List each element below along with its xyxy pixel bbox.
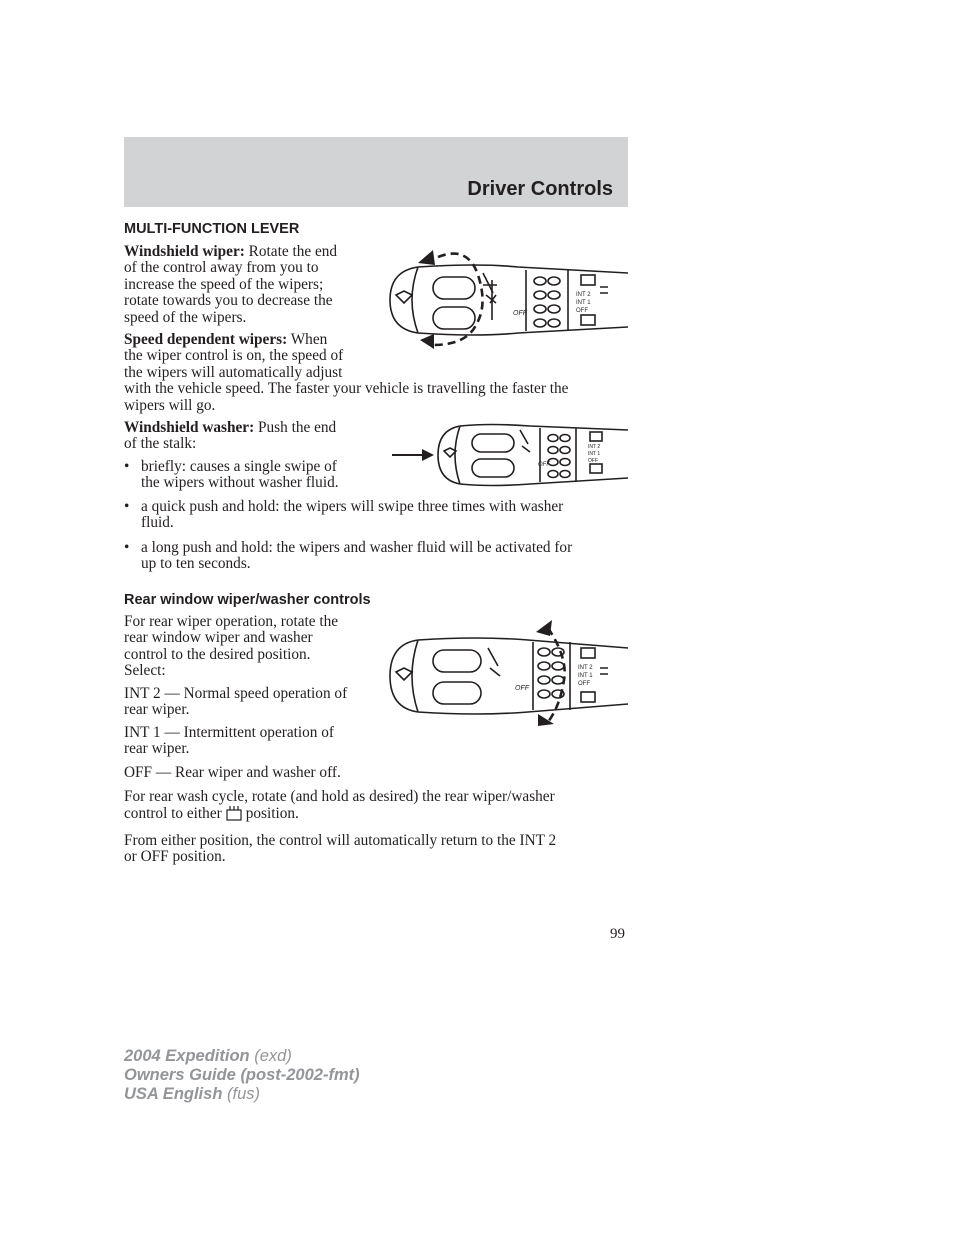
windshield-washer-label: Windshield washer:	[124, 419, 255, 436]
text-line: control to either	[124, 805, 222, 823]
footer-model-code: (exd)	[249, 1047, 292, 1065]
footer-guide: Owners Guide (post-2002-fmt)	[124, 1066, 360, 1084]
bullet-dot: •	[124, 539, 130, 556]
text-line: the wipers without washer fluid.	[141, 474, 339, 492]
text-line: rear wiper.	[124, 701, 190, 719]
text-line: INT 2 — Normal speed operation of	[124, 685, 348, 702]
text-line: Rotate the end	[244, 243, 338, 260]
text-line: When	[287, 331, 328, 348]
lever-end-cap	[455, 426, 460, 484]
int1-position-label: INT 1	[578, 673, 593, 679]
section-heading-multi-function-lever: MULTI-FUNCTION LEVER	[124, 221, 300, 237]
grip-ribs	[548, 435, 570, 478]
int1-description	[124, 725, 334, 758]
off-position-label: OFF	[515, 685, 529, 692]
text-line: position.	[245, 805, 299, 823]
footer-language-code: (fus)	[222, 1085, 260, 1103]
rear-washer-icon	[581, 692, 595, 702]
speed-dependent-label: Speed dependent wipers:	[124, 331, 288, 348]
int2-position-label: INT 2	[576, 292, 591, 298]
int2-description	[124, 686, 347, 719]
footer-language: USA English	[124, 1085, 223, 1103]
bullet-item	[124, 459, 384, 493]
washer-icon	[444, 448, 456, 457]
section-heading-rear-wiper: Rear window wiper/washer controls	[124, 592, 371, 608]
return-position-paragraph	[124, 833, 556, 866]
off-small-position-label: OFF	[578, 681, 590, 687]
lever-end-cap	[412, 267, 418, 333]
arrow-up-icon	[418, 250, 435, 265]
off-description	[124, 765, 341, 781]
text-line: or OFF position.	[124, 848, 226, 866]
washer-icon	[396, 668, 412, 680]
grip-ribs	[534, 277, 560, 327]
text-line: For rear wiper operation, rotate the	[124, 613, 339, 630]
rear-wiper-icon	[581, 275, 595, 285]
text-line: a quick push and hold: the wipers will swipe three times with washer	[141, 498, 564, 515]
off-position-label: OFF	[538, 462, 550, 468]
text-line: rotate towards you to decrease the	[124, 292, 333, 310]
footer-model: 2004 Expedition	[124, 1047, 250, 1065]
headlamp-icon	[600, 668, 608, 674]
page-title: Driver Controls	[467, 178, 613, 200]
lever-grip-bottom	[433, 307, 475, 329]
bullet-item	[124, 540, 628, 574]
text-line: the wipers will automatically adjust	[124, 363, 343, 381]
int2-position-label: INT 2	[588, 444, 601, 450]
arrow-right-icon	[422, 449, 434, 461]
rear-washer-icon	[581, 315, 595, 325]
text-line: fluid.	[141, 514, 174, 532]
wiper-symbol-icon	[520, 430, 530, 452]
lever-grip-top	[472, 434, 514, 452]
off-position-label: OFF	[513, 310, 527, 317]
document-footer	[124, 1047, 360, 1104]
text-line: wipers will go.	[124, 396, 216, 414]
text-line: rear window wiper and washer	[124, 629, 313, 647]
text-line: INT 1 — Intermittent operation of	[124, 724, 334, 741]
wiper-lever-rotate-illustration	[378, 245, 630, 350]
page-number: 99	[610, 926, 625, 942]
page-header-band	[124, 137, 628, 207]
wiper-symbol-icon	[486, 295, 496, 303]
wiper-lever-push-illustration	[390, 418, 630, 493]
rear-wash-paragraph	[124, 789, 555, 823]
text-line: briefly: causes a single swipe of	[141, 458, 337, 475]
lever-grip-bottom	[433, 682, 481, 704]
text-line: Push the end	[254, 419, 337, 436]
off-small-position-label: OFF	[576, 308, 588, 314]
int1-position-label: INT 1	[576, 300, 591, 306]
text-line: Select:	[124, 662, 166, 680]
text-line: For rear wash cycle, rotate (and hold as desired) the rear wiper/washer	[124, 788, 555, 805]
text-line: rear wiper.	[124, 740, 190, 758]
lever-end-cap	[412, 640, 418, 712]
washer-icon	[396, 291, 412, 303]
text-line: the wiper control is on, the speed of	[124, 347, 344, 365]
text-line: up to ten seconds.	[141, 555, 251, 573]
text-line: of the stalk:	[124, 435, 197, 453]
arrow-down-icon	[420, 334, 434, 349]
windshield-wiper-paragraph	[124, 244, 337, 326]
rear-wiper-rotary-illustration	[378, 618, 630, 728]
text-line: increase the speed of the wipers;	[124, 275, 324, 293]
lever-grip-top	[433, 650, 481, 672]
headlamp-icon	[600, 287, 608, 293]
bullet-item	[124, 499, 628, 533]
rear-washer-icon	[225, 805, 243, 821]
lever-grip-bottom	[472, 459, 514, 477]
grip-ribs	[538, 648, 564, 698]
int2-position-label: INT 2	[578, 665, 593, 671]
arrow-up-icon	[536, 620, 552, 636]
rear-wiper-icon	[581, 648, 595, 658]
wiper-symbol-icon	[488, 648, 500, 676]
int1-position-label: INT 1	[588, 451, 601, 457]
text-line: OFF — Rear wiper and washer off.	[124, 764, 341, 781]
rear-washer-icon	[590, 464, 602, 473]
rear-wiper-icon	[590, 432, 602, 441]
windshield-wiper-label: Windshield wiper:	[124, 243, 245, 260]
text-line: speed of the wipers.	[124, 308, 247, 326]
text-line: a long push and hold: the wipers and washer fluid will be activated for	[141, 539, 573, 556]
text-line: From either position, the control will automatically return to the INT 2	[124, 832, 557, 849]
text-line: with the vehicle speed. The faster your vehicle is travelling the faster the	[124, 380, 569, 398]
bullet-dot: •	[124, 498, 130, 515]
off-small-position-label: OFF	[588, 458, 598, 464]
rear-wiper-intro-paragraph	[124, 614, 338, 680]
text-line: of the control away from you to	[124, 259, 319, 277]
lever-grip-top	[433, 277, 475, 299]
windshield-washer-paragraph	[124, 420, 336, 453]
text-line: control to the desired position.	[124, 645, 311, 663]
wiper-symbol-icon	[483, 273, 497, 293]
bullet-dot: •	[124, 458, 130, 475]
